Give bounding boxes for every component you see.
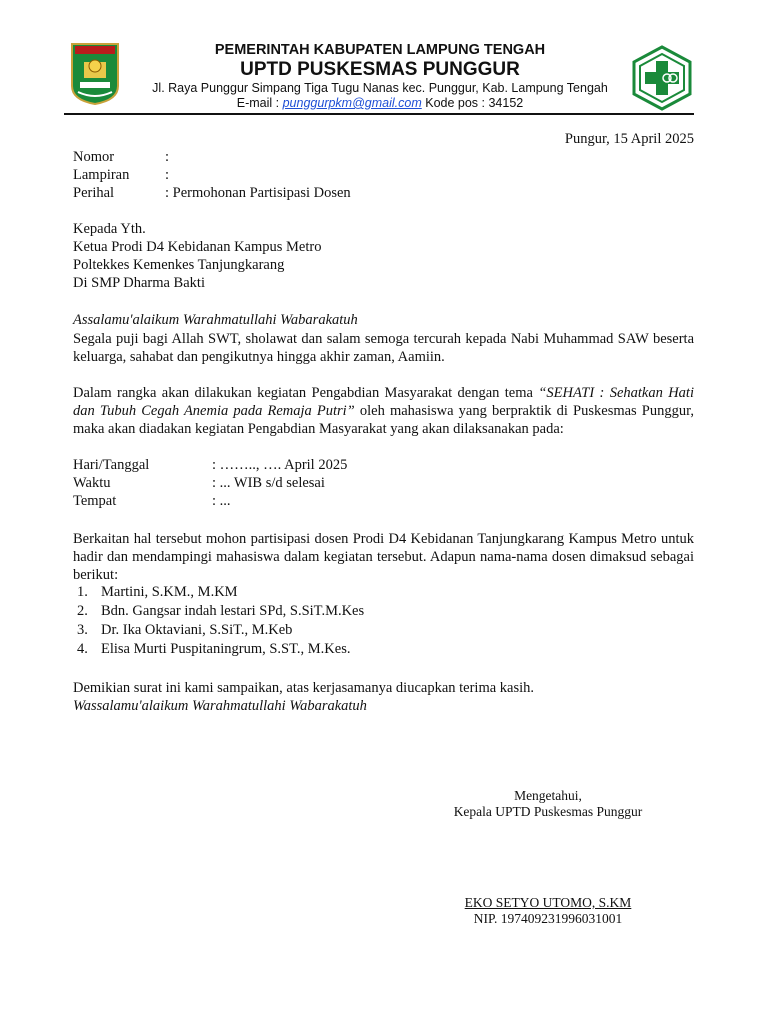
schedule-value-date: : …….., …. April 2025 (212, 457, 348, 473)
closing-sentence: Demikian surat ini kami sampaikan, atas kerjasamanya diucapkan terima kasih. (73, 680, 535, 696)
recipient-line: Kepada Yth. (73, 221, 146, 237)
meta-value-nomor: : (165, 149, 170, 165)
list-number: 4. (77, 641, 88, 657)
paragraph-1: Segala puji bagi Allah SWT, sholawat dan salam semoga tercurah kepada Nabi Muhammad SAW beserta keluarga, sahabat dan pengikutnya hingga akhir zaman, Aamiin. (73, 331, 694, 365)
recipient-line: Poltekkes Kemenkes Tanjungkarang (73, 257, 285, 273)
signature-known: Mengetahui, (514, 788, 582, 803)
paragraph-2-intro: Dalam rangka akan dilakukan kegiatan Pengabdian Masyarakat dengan tema (73, 385, 539, 401)
organization-name: UPTD PUSKESMAS PUNGGUR (240, 59, 520, 80)
meta-label-perihal: Perihal (73, 185, 115, 201)
meta-value-perihal: : Permohonan Partisipasi Dosen (165, 185, 351, 201)
email-label: E-mail : (236, 96, 280, 110)
signer-block (420, 895, 676, 927)
list-number: 1. (77, 584, 88, 600)
email-link[interactable]: punggurpkm@gmail.com (282, 96, 422, 110)
schedule-value-time: : ... WIB s/d selesai (212, 475, 325, 491)
signature-position: Kepala UPTD Puskesmas Punggur (453, 804, 643, 819)
paragraph-3: Berkaitan hal tersebut mohon partisipasi dosen Prodi D4 Kebidanan Tanjungkarang Kampus Metro untuk hadir dan mendampingi mahasiswa dalam kegiatan tersebut. Adapun nama-nama dosen dimaksud sebagai berikut: (73, 531, 694, 583)
meta-label-nomor: Nomor (73, 149, 115, 165)
header-divider (64, 113, 694, 115)
farewell: Wassalamu'alaikum Warahmatullahi Wabarakatuh (73, 698, 367, 714)
paragraph-2 (73, 384, 694, 438)
lecturer-name: Bdn. Gangsar indah lestari SPd, S.SiT.M.Kes (101, 603, 365, 619)
greeting: Assalamu'alaikum Warahmatullahi Wabarakatuh (73, 312, 358, 328)
recipient-line: Ketua Prodi D4 Kebidanan Kampus Metro (73, 239, 322, 255)
list-number: 3. (77, 622, 88, 638)
list-number: 2. (77, 603, 88, 619)
signer-nip: NIP. 197409231996031001 (473, 911, 623, 926)
meta-value-lampiran: : (165, 167, 170, 183)
signer-name: EKO SETYO UTOMO, S.KM (464, 895, 632, 910)
contact-line (130, 96, 630, 110)
recipient-line: Di SMP Dharma Bakti (73, 275, 205, 291)
schedule-label-time: Waktu (73, 475, 111, 491)
schedule-label-place: Tempat (73, 493, 117, 509)
puskesmas-logo (631, 45, 693, 111)
meta-label-lampiran: Lampiran (73, 167, 130, 183)
paragraph-2-rest: oleh mahasiswa yang berpraktik di Puskesmas Punggur, maka akan diadakan kegiatan Pengabdian Masyarakat yang akan dilaksanakan pada: (73, 403, 694, 437)
lecturer-name: Elisa Murti Puspitaningrum, S.ST., M.Kes. (101, 641, 351, 657)
postal-code: Kode pos : 34152 (425, 96, 524, 110)
address-line: Jl. Raya Punggur Simpang Tiga Tugu Nanas kec. Punggur, Kab. Lampung Tengah (152, 81, 608, 95)
signature-block (420, 788, 676, 820)
schedule-value-place: : ... (212, 493, 231, 509)
event-theme: “SEHATI : Sehatkan Hati dan Tubuh Cegah Anemia pada Remaja Putri” (73, 385, 694, 419)
regency-logo (70, 42, 120, 106)
lecturer-name: Dr. Ika Oktaviani, S.SiT., M.Keb (101, 622, 293, 638)
lecturer-name: Martini, S.KM., M.KM (101, 584, 238, 600)
government-name: PEMERINTAH KABUPATEN LAMPUNG TENGAH (214, 42, 546, 58)
schedule-label-date: Hari/Tanggal (73, 457, 150, 473)
letter-date: Pungur, 15 April 2025 (564, 131, 694, 147)
